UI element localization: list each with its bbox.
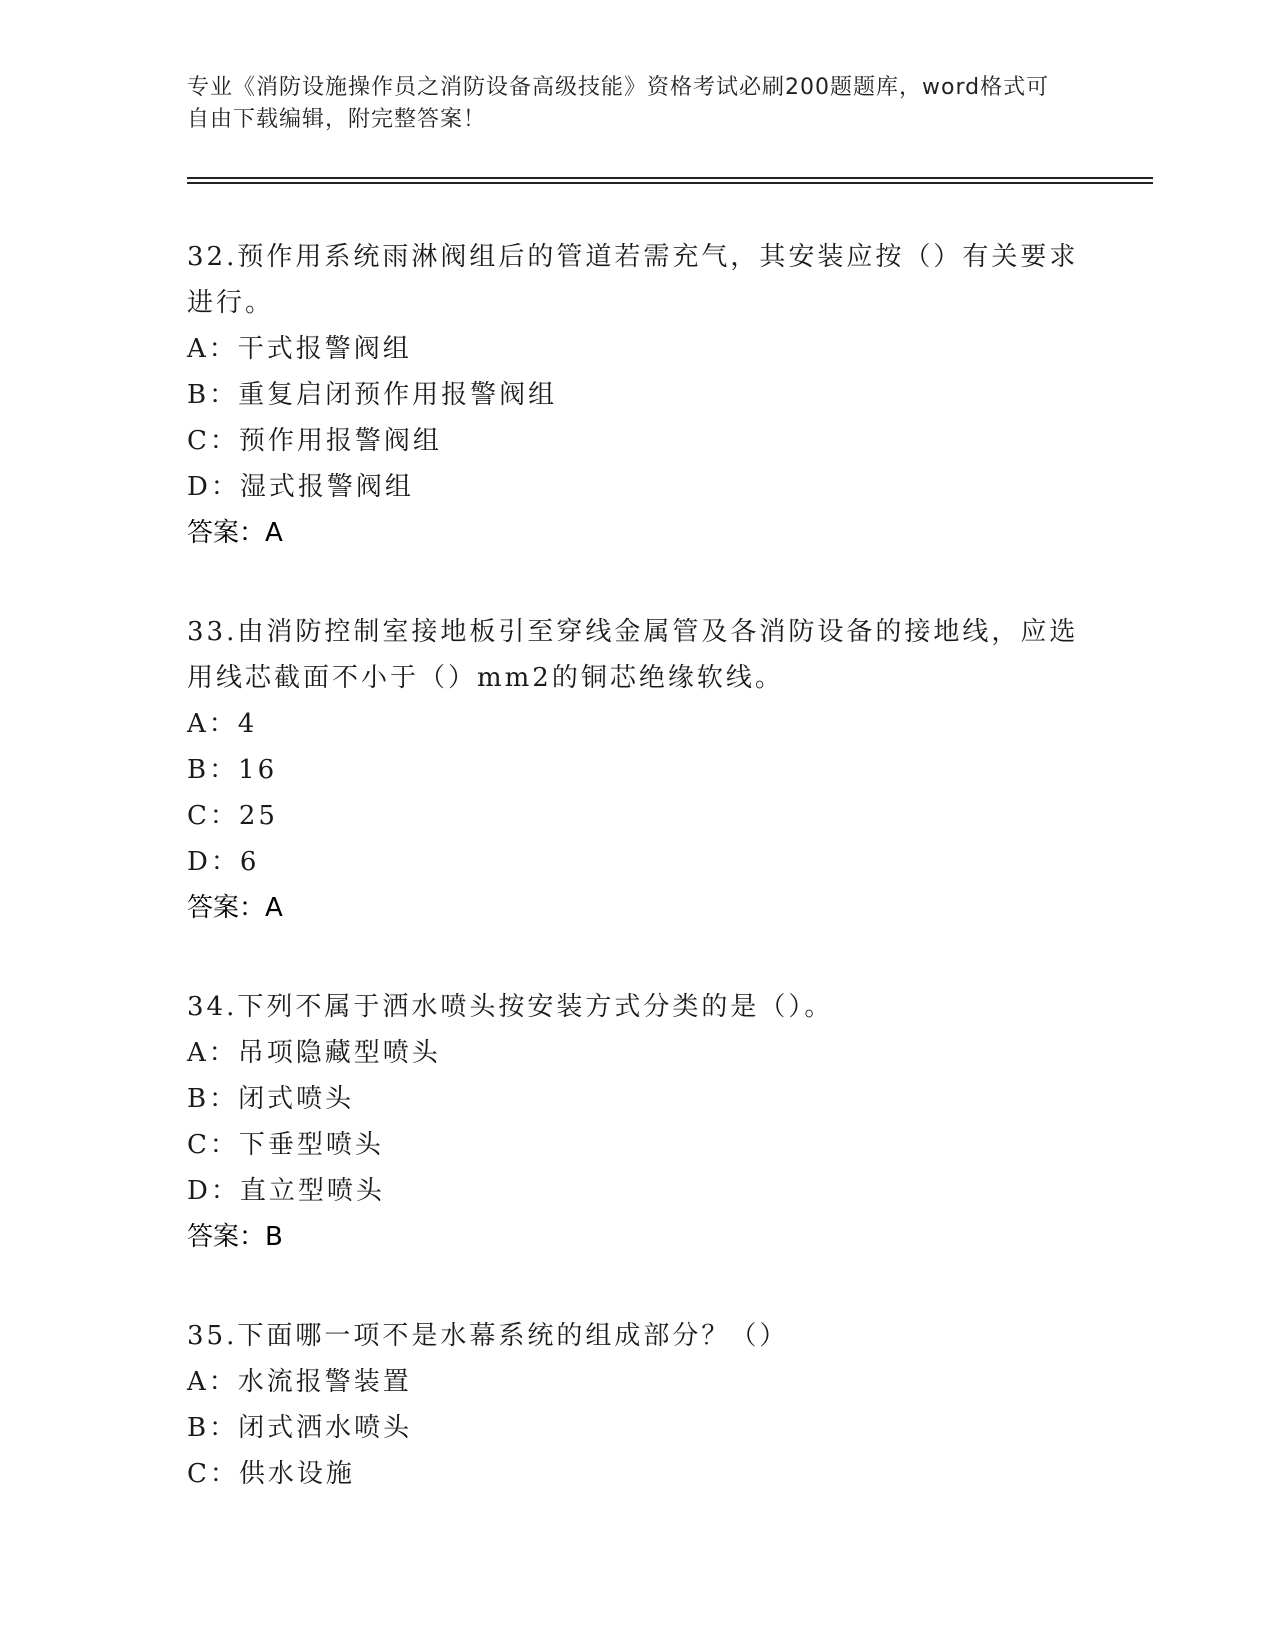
- question-34: [187, 984, 1087, 1260]
- option-b: B：闭式洒水喷头: [187, 1413, 413, 1443]
- question-32: [187, 234, 1087, 556]
- option-d: D：直立型喷头: [187, 1176, 385, 1206]
- option-a: A：水流报警装置: [187, 1367, 412, 1397]
- question-stem: 33.由消防控制室接地板引至穿线金属管及各消防设备的接地线，应选用线芯截面不小于（）mm2的铜芯绝缘软线。: [187, 617, 1079, 693]
- option-c: C：下垂型喷头: [187, 1130, 384, 1160]
- option-c: C：供水设施: [187, 1459, 355, 1489]
- option-b: B：16: [187, 755, 278, 785]
- question-35: [187, 1313, 1087, 1497]
- header-rule-top: [187, 177, 1153, 179]
- question-33: [187, 609, 1087, 931]
- option-b: B：重复启闭预作用报警阀组: [187, 380, 558, 410]
- question-list: [187, 234, 1087, 1550]
- option-d: D：湿式报警阀组: [187, 472, 414, 502]
- header-rule-bottom: [187, 182, 1153, 184]
- option-b: B：闭式喷头: [187, 1084, 355, 1114]
- option-d: D：6: [187, 847, 260, 877]
- question-stem: 35.下面哪一项不是水幕系统的组成部分？（）: [187, 1321, 789, 1351]
- option-a: A：干式报警阀组: [187, 334, 412, 364]
- answer-line: 答案：A: [187, 518, 283, 548]
- question-stem: 34.下列不属于洒水喷头按安装方式分类的是（）。: [187, 992, 834, 1022]
- option-a: A：4: [187, 709, 258, 739]
- document-header: 专业《消防设施操作员之消防设备高级技能》资格考试必刷200题题库，word格式可自由下载编辑，附完整答案！: [187, 75, 1050, 132]
- option-c: C：25: [187, 801, 278, 831]
- answer-line: 答案：B: [187, 1222, 283, 1252]
- option-a: A：吊项隐藏型喷头: [187, 1038, 441, 1068]
- answer-line: 答案：A: [187, 893, 283, 923]
- question-stem: 32.预作用系统雨淋阀组后的管道若需充气，其安装应按（）有关要求进行。: [187, 242, 1079, 318]
- option-c: C：预作用报警阀组: [187, 426, 442, 456]
